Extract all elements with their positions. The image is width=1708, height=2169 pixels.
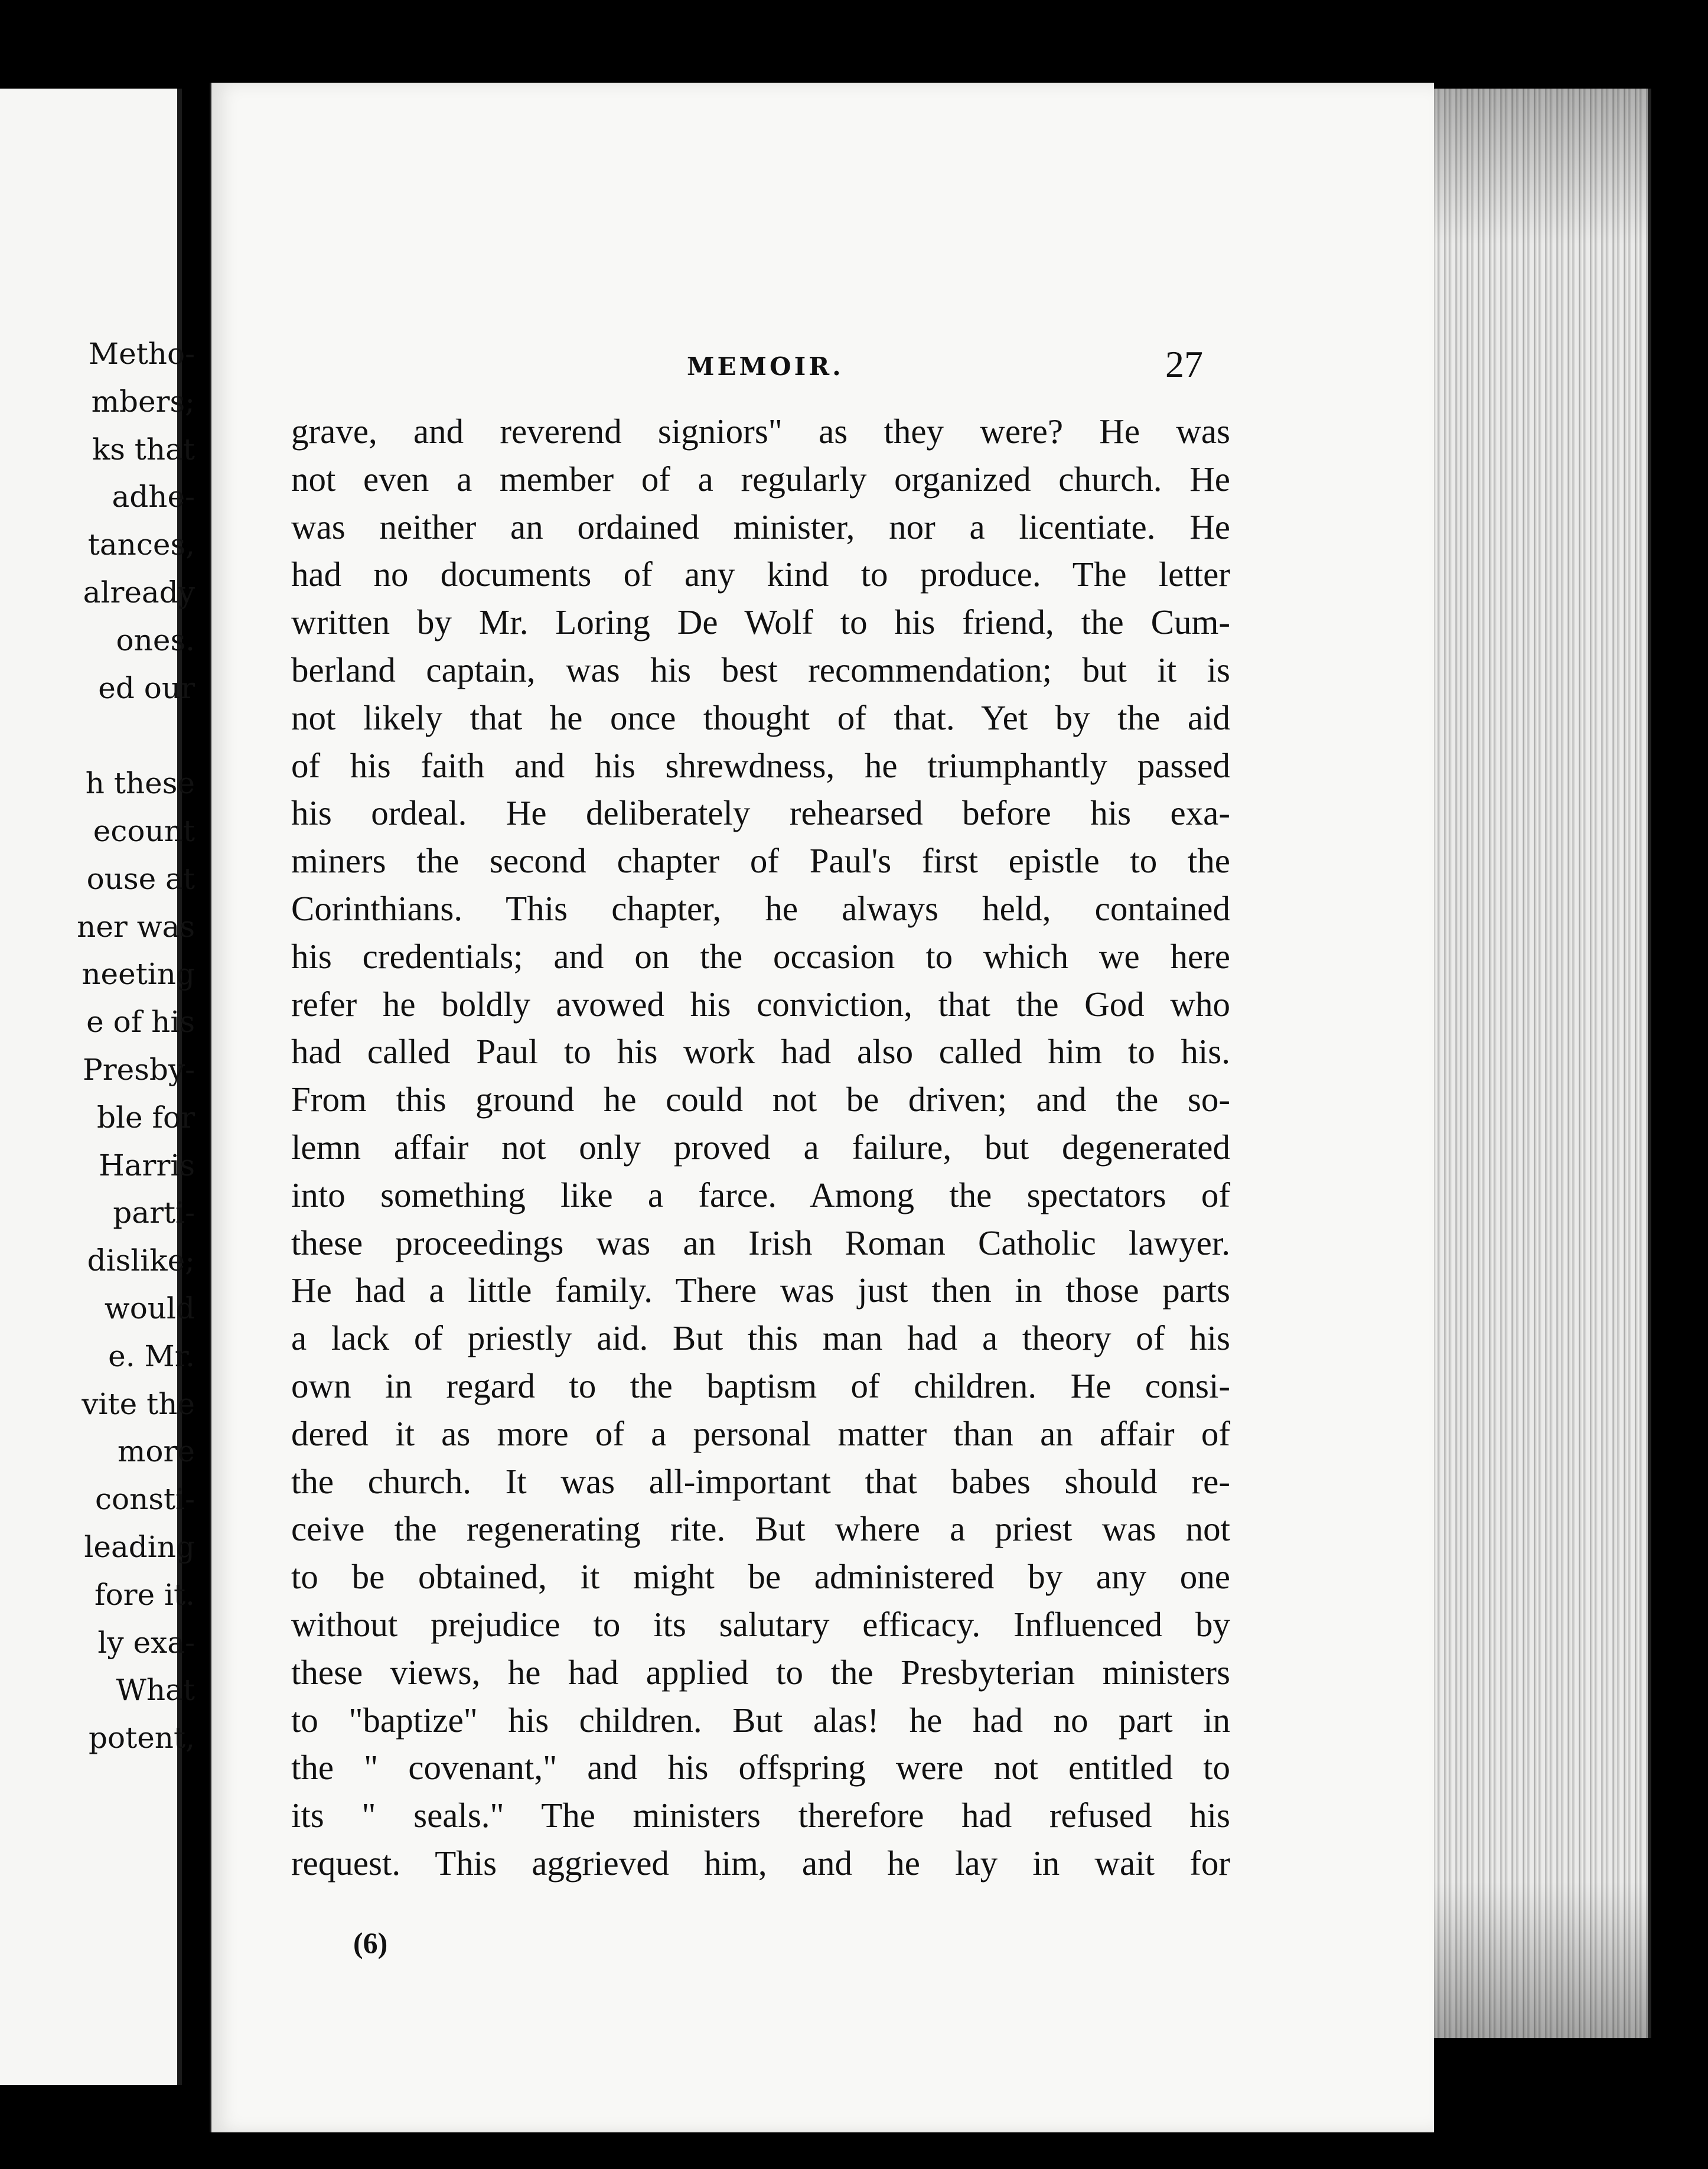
running-head: MEMOIR. [687, 352, 844, 381]
left-page-fragment: ner was [77, 909, 195, 944]
text-line: From this ground he could not be driven; and the so- [291, 1080, 1230, 1119]
text-line: the church. It was all-important that babes should re- [291, 1461, 1230, 1501]
left-page-fragment: potent, [89, 1721, 195, 1756]
page-number: 27 [1165, 343, 1203, 385]
page-edges [1429, 89, 1651, 2038]
text-line: not likely that he once thought of that. Yet by the aid [291, 698, 1230, 737]
text-line: He had a little family. There was just then in those parts [291, 1271, 1230, 1310]
text-line: these proceedings was an Irish Roman Catholic lawyer. [291, 1223, 1230, 1262]
text-line: written by Mr. Loring De Wolf to his friend, the Cum- [291, 602, 1230, 642]
text-line: was neither an ordained minister, nor a licentiate. He [291, 507, 1230, 546]
text-line: had called Paul to his work had also called him to his. [291, 1032, 1230, 1072]
text-line: request. This aggrieved him, and he lay in wait for [291, 1843, 1230, 1883]
left-page-fragment: ed our [98, 670, 195, 705]
text-line: dered it as more of a personal matter than an affair of [291, 1414, 1230, 1453]
text-line: grave, and reverend signiors" as they were? He was [291, 412, 1230, 451]
signature-mark: (6) [353, 1926, 388, 1959]
left-page-fragment: would [104, 1291, 195, 1326]
left-page-fragment: What [116, 1673, 195, 1708]
left-page-fragment: ones. [116, 623, 195, 657]
text-line: his ordeal. He deliberately rehearsed before his exa- [291, 793, 1230, 833]
text-line: the " covenant," and his offspring were not entitled to [291, 1748, 1230, 1787]
text-line: a lack of priestly aid. But this man had a theory of his [291, 1318, 1230, 1358]
left-page-fragment: dislike; [87, 1243, 195, 1278]
text-line: had no documents of any kind to produce. The letter [291, 555, 1230, 594]
left-page-fragment: h these [85, 766, 195, 801]
left-page-fragment: adhe- [112, 480, 195, 514]
body-text [291, 408, 1230, 1887]
left-page-fragment: parti- [113, 1196, 195, 1230]
left-page-fragment: ble for [97, 1100, 195, 1135]
left-page-fragment: neeting [82, 957, 195, 992]
left-page-fragment: fore it. [94, 1577, 195, 1612]
text-line: without prejudice to its salutary efficacy. Influenced by [291, 1604, 1230, 1644]
left-page-fragment: e. Mr. [108, 1338, 195, 1373]
left-page-fragment: ly exa- [97, 1625, 195, 1660]
left-page-fragment: Metho- [88, 337, 195, 371]
text-line: of his faith and his shrewdness, he triumphantly passed [291, 745, 1230, 785]
left-page-fragment: Harris [99, 1148, 195, 1183]
book-page [210, 83, 1434, 2132]
text-line: Corinthians. This chapter, he always held, contained [291, 888, 1230, 928]
left-page-fragment: mbers; [91, 384, 195, 419]
text-line: lemn affair not only proved a failure, but degenerated [291, 1127, 1230, 1167]
text-line: his credentials; and on the occasion to which we here [291, 936, 1230, 976]
text-line: refer he boldly avowed his conviction, that the God who [291, 984, 1230, 1024]
text-line: its " seals." The ministers therefore had refused his [291, 1796, 1230, 1835]
left-page-fragment: ouse at [86, 861, 195, 896]
left-page-fragment: ks that [92, 432, 195, 467]
left-page-fragment: leading [84, 1530, 195, 1564]
text-line: to be obtained, it might be administered by any one [291, 1557, 1230, 1597]
left-page-fragment: already [83, 575, 195, 610]
text-line: into something like a farce. Among the spectators of [291, 1175, 1230, 1214]
text-line: not even a member of a regularly organized church. He [291, 459, 1230, 499]
left-page-fragment: consti- [95, 1482, 195, 1517]
text-line: to "baptize" his children. But alas! he had no part in [291, 1700, 1230, 1740]
left-page-fragment: more [117, 1434, 195, 1469]
page-header [211, 343, 1434, 389]
left-page-fragment: e of his [86, 1005, 195, 1040]
left-page-fragment: ecount [93, 814, 195, 848]
left-page-fragment: tances, [87, 527, 195, 562]
left-page-fragment: Presby- [83, 1053, 195, 1087]
text-line: ceive the regenerating rite. But where a priest was not [291, 1509, 1230, 1549]
text-line: berland captain, was his best recommendation; but it is [291, 650, 1230, 689]
text-line: these views, he had applied to the Presbyterian ministers [291, 1652, 1230, 1692]
text-line: miners the second chapter of Paul's first epistle to the [291, 841, 1230, 881]
left-facing-page [0, 89, 195, 2085]
text-line: own in regard to the baptism of children. He consi- [291, 1366, 1230, 1405]
left-page-fragment: vite the [82, 1386, 195, 1421]
